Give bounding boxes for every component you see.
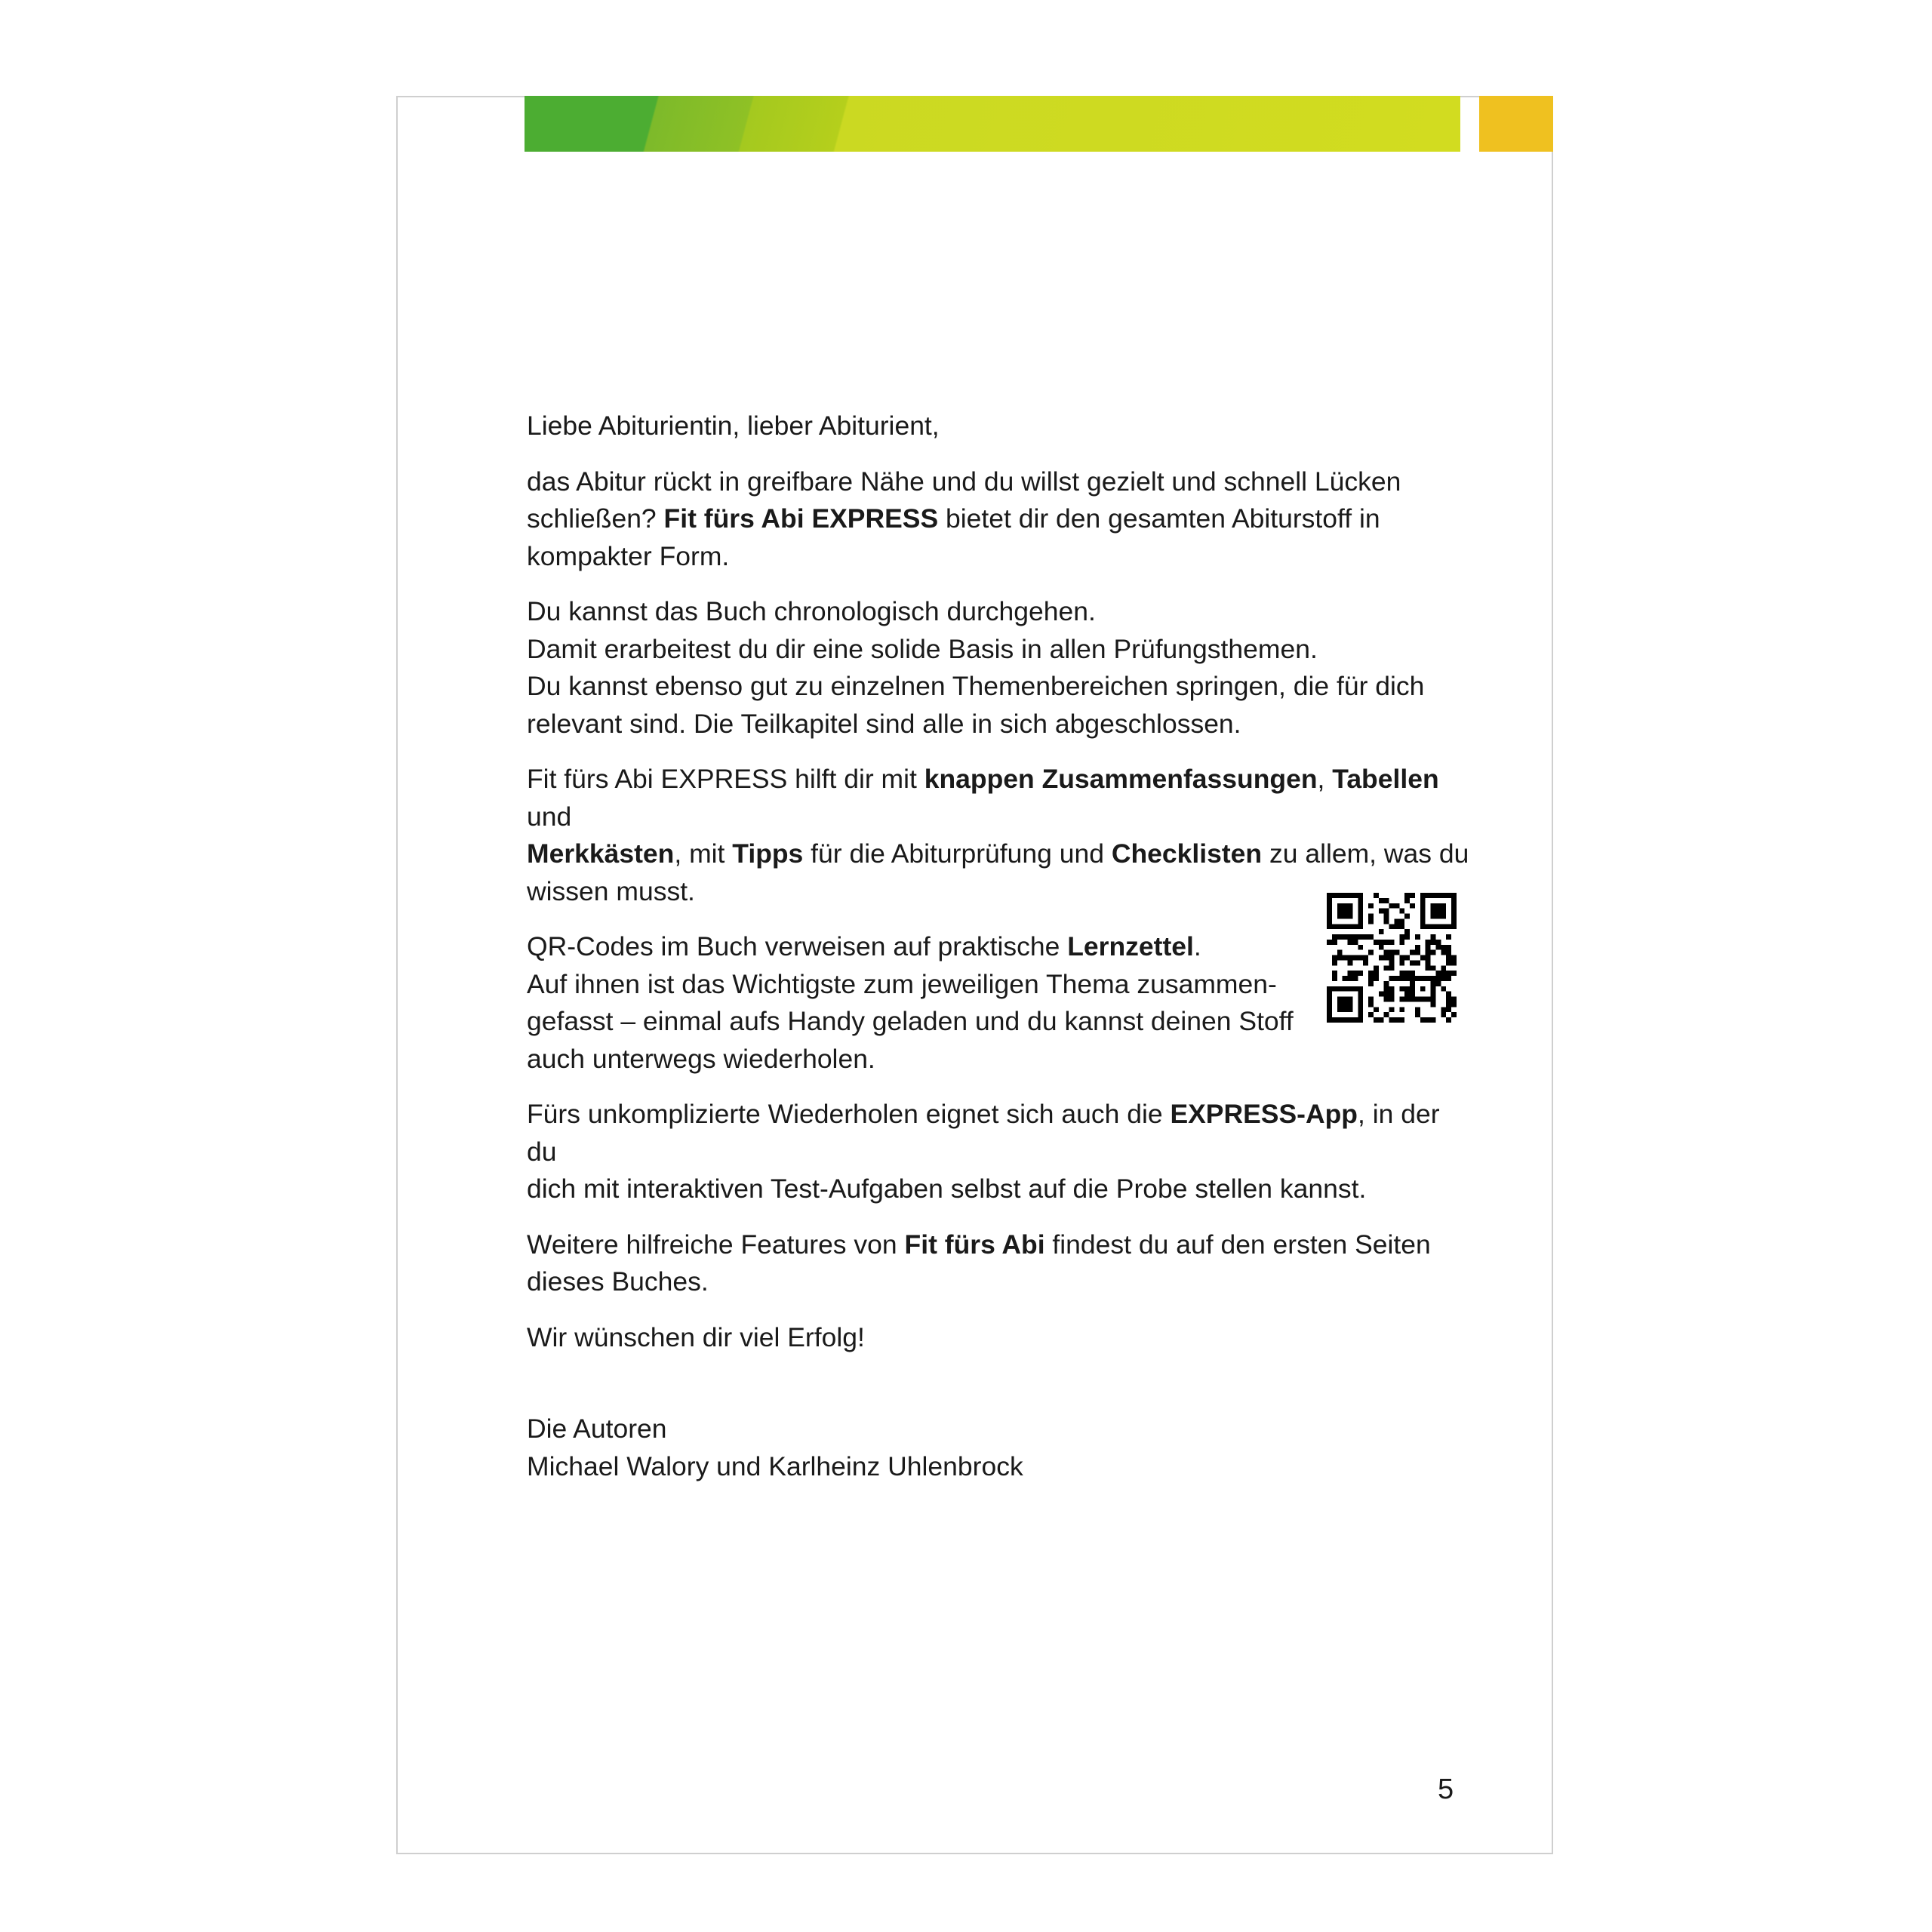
header-color-band: [525, 96, 1460, 152]
paragraph-usage: Du kannst das Buch chronologisch durchgehen. Damit erarbeitest du dir eine solide Basis in allen Prüfungsthemen. Du kannst ebenso gut zu einzelnen Themenbereichen springen, die für dich relevant sind. Die Teilkapitel sind alle in sich abgeschlossen.: [527, 596, 1425, 739]
paragraph-more: Weitere hilfreiche Features von Fit fürs Abi findest du auf den ersten Seiten dieses Buches.: [527, 1229, 1431, 1297]
paragraph-features: Fit fürs Abi EXPRESS hilft dir mit knappen Zusammenfassungen, Tabellen und Merkkästen, mit Tipps für die Abiturprüfung und Checklisten zu allem, was du wissen musst.: [527, 764, 1469, 906]
paragraph-qr: QR-Codes im Buch verweisen auf praktische Lernzettel. Auf ihnen ist das Wichtigste zum jeweiligen Thema zusammen- gefasst – einmal aufs Handy geladen und du kannst deinen Stoff auch unterwegs wiederholen.: [527, 931, 1294, 1074]
paragraph-app: Fürs unkomplizierte Wiederholen eignet sich auch die EXPRESS-App, in der du dich mit interaktiven Test-Aufgaben selbst auf die Probe stellen kannst.: [527, 1099, 1440, 1204]
greeting: Liebe Abiturientin, lieber Abiturient,: [527, 411, 940, 441]
paragraph-intro: das Abitur rückt in greifbare Nähe und du willst gezielt und schnell Lücken schließen? Fit fürs Abi EXPRESS bietet dir den gesamten Abiturstoff in kompakter Form.: [527, 466, 1401, 571]
closing: Wir wünschen dir viel Erfolg!: [527, 1321, 865, 1352]
qr-code-icon[interactable]: [1327, 893, 1457, 1023]
header-yellow-tab: [1479, 96, 1553, 152]
signature: Die Autoren Michael Walory und Karlheinz Uhlenbrock: [527, 1414, 1023, 1481]
page-number: 5: [1438, 1774, 1454, 1805]
